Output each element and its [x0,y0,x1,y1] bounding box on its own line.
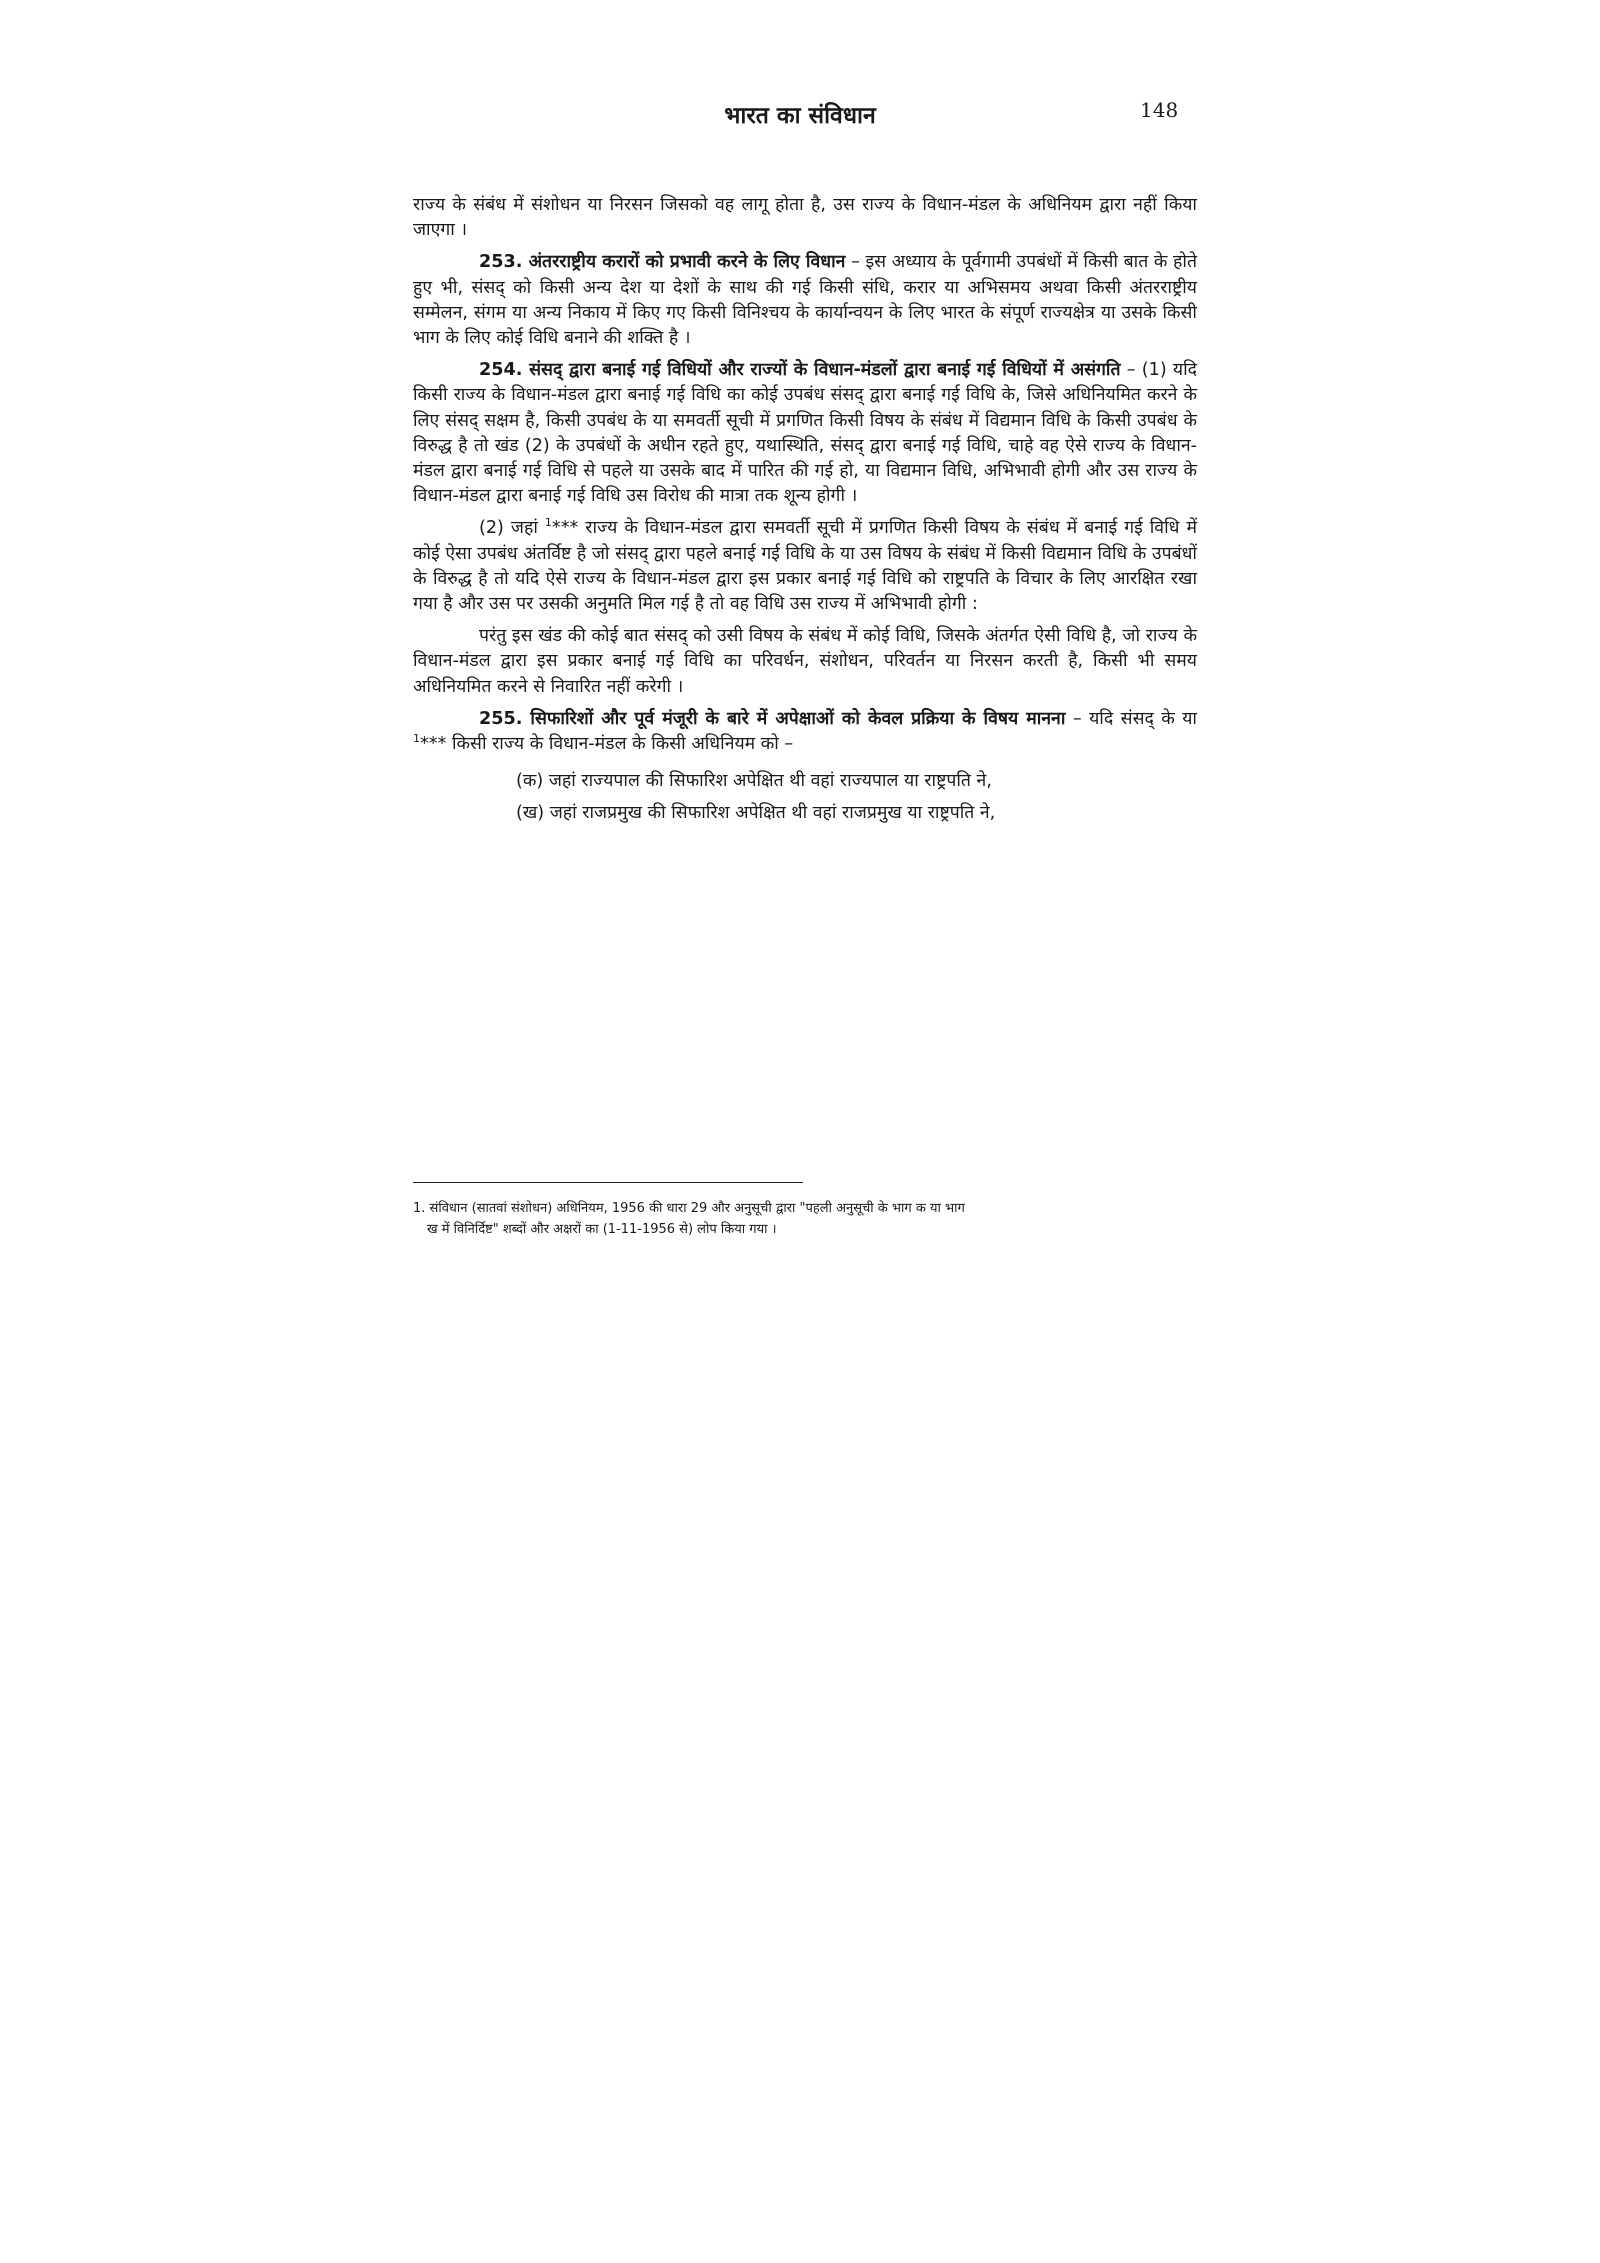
clause-2-text: *** राज्य के विधान-मंडल द्वारा समवर्ती सूची में प्रगणित किसी विषय के संबंध में बनाई गई विधि में कोई ऐसा उपबंध अंतर्विष्ट है जो संसद् द्वारा पहले बनाई गई विधि के या उस विषय के संबंध में किसी विद्यमान विधि के उपबंधों के विरुद्ध है तो यदि ऐसे राज्य के विधान-मंडल द्वारा इस प्रकार बनाई गई विधि को राष्ट्रपति के विचार के लिए आरक्षित रखा गया है और उस पर उसकी अनुमति मिल गई है तो वह विधि उस राज्य में अभिभावी होगी : [413,518,1197,615]
article-254-proviso: परंतु इस खंड की कोई बात संसद् को उसी विषय के संबंध में कोई विधि, जिसके अंतर्गत ऐसी विधि है, जो राज्य के विधान-मंडल द्वारा इस प्रकार बनाई गई विधि का परिवर्धन, संशोधन, परिवर्तन या निरसन करती है, किसी भी समय अधिनियमित करने से निवारित नहीं करेगी । [413,626,1197,697]
article-253-text: – इस अध्याय के पूर्वगामी उपबंधों में किसी बात के होते हुए भी, संसद् को किसी अन्य देश या देशों के साथ की गई किसी संधि, करार या अभिसमय अथवा किसी अंतरराष्ट्रीय सम्मेलन, संगम या अन्य निकाय में किए गए किसी विनिश्चय के कार्यान्वयन के लिए भारत के संपूर्ण राज्यक्षेत्र या उसके किसी भाग के लिए कोई विधि बनाने की शक्ति है । [413,252,1197,349]
footnote [413,1198,1197,1240]
page-title: भारत का संविधान [724,103,876,129]
footnote-line-2: ख में विनिर्दिष्ट" शब्दों और अक्षरों का (1-11-1956 से) लोप किया गया । [427,1222,777,1237]
article-255 [413,707,1197,757]
clause-kha: (ख) जहां राजप्रमुख की सिफारिश अपेक्षित थी वहां राजप्रमुख या राष्ट्रपति ने, [516,803,996,824]
footnote-ref: 1 [413,732,420,746]
footnote-ref: 1 [544,516,552,530]
article-253 [413,250,1197,351]
article-254-text: – (1) यदि किसी राज्य के विधान-मंडल द्वारा बनाई गई विधि का कोई उपबंध संसद् द्वारा बनाई गई विधि के, जिसे अधिनियमित करने के लिए संसद् सक्षम है, किसी उपबंध के या समवर्ती सूची में प्रगणित किसी विषय के संबंध में विद्यमान विधि के किसी उपबंध के विरुद्ध है तो खंड (2) के उपबंधों के अधीन रहते हुए, यथास्थिति, संसद् द्वारा बनाई गई विधि, चाहे वह ऐसे राज्य के विधान-मंडल द्वारा बनाई गई विधि से पहले या उसके बाद में पारित की गई हो, या विद्यमान विधि, अभिभावी होगी और उस राज्य के विधान-मंडल द्वारा बनाई गई विधि उस विरोध की मात्रा तक शून्य होगी । [413,360,1198,507]
footnote-line-1: 1. संविधान (सातवां संशोधन) अधिनियम, 1956 की धारा 29 और अनुसूची द्वारा "पहली अनुसूची के भाग क या भाग [413,1201,965,1216]
article-253-heading: 253. अंतरराष्ट्रीय करारों को प्रभावी करने के लिए विधान [479,252,846,273]
clause-2-start: (2) जहां [479,518,545,539]
article-255-heading: 255. सिफारिशों और पूर्व मंजूरी के बारे में अपेक्षाओं को केवल प्रक्रिया के विषय मानना [479,708,1066,729]
page-number: 148 [1140,98,1179,122]
body-text [413,193,1197,834]
footnote-divider [413,1182,803,1183]
article-254-heading: 254. संसद् द्वारा बनाई गई विधियों और राज्यों के विधान-मंडलों द्वारा बनाई गई विधियों में असंगति [479,360,1121,381]
article-254-clause-2 [413,516,1197,617]
article-255-text-start: – यदि संसद् के या [1065,708,1197,729]
continuation-paragraph: राज्य के संबंध में संशोधन या निरसन जिसको वह लागू होता है, उस राज्य के विधान-मंडल के अधिनियम द्वारा नहीं किया जाएगा । [413,195,1197,241]
article-254 [413,358,1197,509]
article-255-text-end: *** किसी राज्य के विधान-मंडल के किसी अधिनियम को – [420,734,794,755]
clause-ka: (क) जहां राज्यपाल की सिफारिश अपेक्षित थी वहां राज्यपाल या राष्ट्रपति ने, [516,771,992,792]
